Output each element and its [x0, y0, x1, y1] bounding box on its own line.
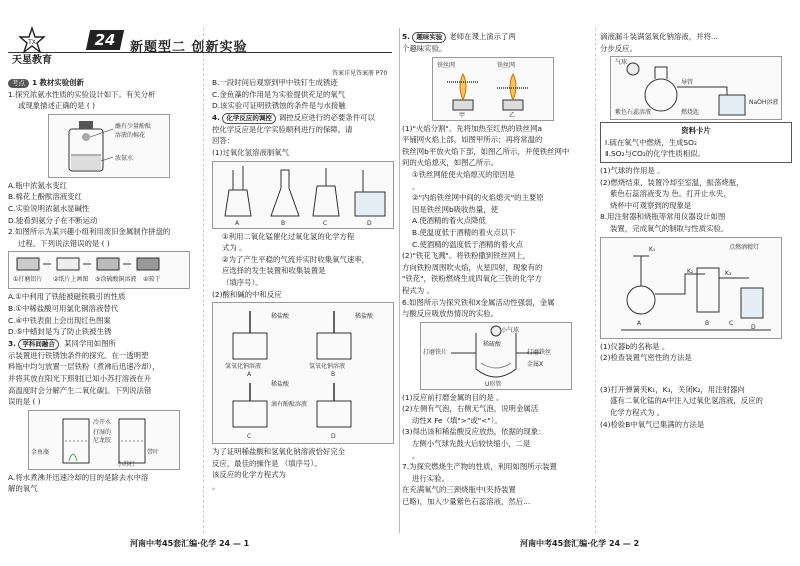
- blank-space: [600, 364, 792, 384]
- section-title: 教材实验创新: [39, 78, 84, 87]
- answer-blank-line: (2)检查装置气密性的方法是: [600, 353, 692, 363]
- question-3-line: 并将其放在阳光下照射[已知小苏打溶液在升: [8, 373, 152, 383]
- brand-name: 天星教育: [12, 55, 52, 66]
- figure-label: C: [729, 319, 734, 327]
- question-4-figure-2: [212, 302, 394, 444]
- question-3-line: 示装置进行铁锈蚀条件的探究。在一透明塑: [8, 350, 149, 360]
- figure-label: NaOH溶液: [749, 99, 779, 107]
- question-7-line: 已略)，加入少量紫色石蕊溶液，然后...: [402, 497, 531, 507]
- option: A.使酒精的着火点降低: [412, 216, 486, 226]
- question-3-line: 高温度时会分解产生二氧化碳]。下列说法错: [8, 385, 152, 395]
- figure-label: 稀盐酸: [271, 381, 290, 389]
- question-2-figure: [8, 251, 190, 289]
- section-tag: 考点: [8, 79, 29, 88]
- figure-label: A: [637, 319, 642, 327]
- figure-label: 氢氧化钠溶液: [225, 363, 262, 371]
- figure-label: 紫色石蕊溶液: [615, 109, 652, 117]
- figure-label: 打磨铁丝: [527, 348, 552, 356]
- figure-label: A: [247, 371, 252, 379]
- info-card-item: Ⅱ.SO₂与CO₂的化学性质相似。: [605, 149, 705, 159]
- option: A.瓶中浓氨水变红: [8, 180, 68, 190]
- subquestion-line: ①利用二氧化锰催化过氧化氢的化学方程: [222, 231, 355, 241]
- figure-label: 小苏打: [117, 460, 136, 468]
- subquestion-line: 该反应的化学方程式为: [212, 470, 286, 480]
- question-7-line: 在充满氧气的三颈烧瓶中(夹持装置: [402, 485, 516, 495]
- question-3-figure: [28, 410, 180, 470]
- question-5-line: 个趣味实验。: [402, 44, 447, 53]
- subquestion-line: ②为了产生平稳的气流并实时收集氧气速率，: [222, 254, 370, 264]
- answer-blank-line: 程式为 。: [402, 285, 434, 295]
- figure-label: K₁: [649, 245, 656, 253]
- question-8-line: 装置，完成氧气的制取与性质实验。: [610, 223, 729, 233]
- figure-label: C: [323, 219, 328, 227]
- subquestion: (1)过氧化氢溶液制氧气: [212, 147, 289, 157]
- option: A.将水煮沸并迅速冷却的目的是除去水中溶: [8, 472, 149, 482]
- question-8-figure: [600, 237, 782, 339]
- figure-label: 小气球: [501, 326, 520, 334]
- answer-blank-line: 。: [212, 481, 220, 491]
- answer-blank-line: 。: [412, 450, 420, 460]
- subquestion-line: 动性X Fe（填">"或"<"）。: [412, 415, 502, 425]
- question-6-line: 与酸反应吸放热情况的实验。: [402, 309, 499, 319]
- question-4-line: 回答：: [212, 136, 235, 146]
- answer-blank-line: 式为 。: [222, 243, 247, 253]
- page-divider: [399, 28, 400, 533]
- figure-label: 蘸有少量酚酞: [115, 122, 152, 130]
- question-4-tag: 化学反应的调控: [222, 113, 276, 124]
- column-2: B.一段时间后观察到甲中铁钉生成锈迹 C.金鱼藻的作用是为实验提供充足的氧气 D.该实验可证明铁锈蚀的条件是与水接触 4. 化学反应的调控 调控反应进行的必要条件可以 控化学反应是化学实验顺利进行的保障。请 回答： (1)过氧化氢溶液制氧气 A B C D ①利用二氧化锰催化过氧化氢的化学方程 式为 。 ②为了产生平稳的气流并实时收集氧气速率， 应选择的发生装置和收集装置是 （填序号）。 (2)酸和碱的中和反应 稀盐酸 稀盐酸 氢氧化钠溶液 氢氧化钠溶液 稀盐酸 滴有酚酞溶液 A B C D 为了证明稀盐酸和氢氧化钠溶液恰好完全 反应，最佳的操作是 （填序号）。 该反应的化学方程式为 。: [212, 77, 396, 493]
- info-card: [600, 122, 792, 163]
- footer-left: 河南中考45套汇编·化学 24 — 1: [130, 539, 250, 548]
- option: C.金鱼藻的作用是为实验提供充足的氧气: [212, 89, 346, 99]
- subquestion-line: (3)打开弹簧夹K₁，K₃，关闭K₂，用注射器向: [600, 384, 745, 394]
- unit-badge: 24: [86, 30, 124, 50]
- subquestion-line: ①铁丝网能使火焰熄灭的原因是: [412, 169, 515, 179]
- figure-label: D: [367, 219, 372, 227]
- figure-label: D: [331, 433, 336, 441]
- section-number: 1: [32, 78, 38, 87]
- figure-label: U形管: [485, 380, 502, 388]
- option: B.棉花上酚酞溶液变红: [8, 192, 82, 202]
- option: D.⑤中蜡封是为了防止铁被生锈: [8, 327, 112, 337]
- figure-label: B: [331, 371, 336, 379]
- figure-label: B: [281, 219, 286, 227]
- question-5-line: 铁丝网b平放火焰下部，如图乙所示，并使铁丝网中: [402, 146, 570, 156]
- answer-blank-line: (1)反应前打磨金属的目的是 。: [402, 392, 504, 402]
- question-1-line: 或现象描述正确的是 ( ): [18, 101, 95, 111]
- figure-label: ①打磨铝片: [13, 276, 43, 284]
- option: D.该实验可证明铁锈蚀的条件是与水接触: [212, 101, 346, 111]
- question-4-figure-1: [212, 161, 394, 229]
- column-divider: [203, 28, 204, 533]
- figure-label: 乙: [509, 111, 516, 119]
- subquestion-line: (2)燃烧结束，装置冷却至室温，振荡烧瓶，: [600, 177, 744, 187]
- question-5-tag: 趣味实验: [412, 32, 446, 43]
- answer-blank-line: 烧杯中可观察到的现象是: [610, 200, 692, 210]
- figure-label: C: [247, 433, 252, 441]
- subquestion-line: 左侧小气球先鼓大后较快缩小，二是: [412, 439, 531, 449]
- question-1-line: 1.探究浓氨水性质的实验设计如下。有关分析: [8, 89, 156, 99]
- subquestion-line: 因是铁丝网b吸收热量，使: [412, 204, 498, 214]
- figure-label: 溶液的棉花: [115, 131, 146, 139]
- figure-label: 金属X: [527, 360, 544, 368]
- figure-label: 金鱼藻: [31, 448, 50, 456]
- answer-blank-line: (1)仪器b的名称是 。: [600, 341, 670, 351]
- subquestion-line: 反应，最佳的操作是 （填序号）。: [212, 458, 322, 468]
- page-title: 新题型二 创新实验: [130, 40, 248, 55]
- info-card-item: Ⅰ.硫在氧气中燃烧，生成SO₂: [605, 137, 697, 147]
- figure-label: A: [235, 219, 240, 227]
- option: C.④中铁表面上会出现红色图案: [8, 315, 111, 325]
- question-3-tag: 学科间融合: [18, 339, 59, 350]
- figure-label: 滴有酚酞溶液: [271, 401, 308, 409]
- figure-label: D: [751, 323, 756, 331]
- question-7-line: 7.为探究燃烧生产物的性质，利用如图所示装置: [402, 462, 557, 472]
- figure-label: K₃: [725, 269, 732, 277]
- figure-label: 气球: [615, 59, 628, 67]
- figure-label: 尼龙胶: [93, 436, 112, 444]
- figure-label: ②纸片上画图: [53, 276, 89, 284]
- figure-label: 稀盐酸: [271, 313, 290, 321]
- figure-label: B: [705, 319, 710, 327]
- option: C.实验说明浓氨水显碱性: [8, 203, 90, 213]
- option: B.①中稀盐酸可用氯化铜溶液替代: [8, 303, 119, 313]
- gas-apparatus-icon: [213, 162, 393, 228]
- figure-label: 稀硫酸: [483, 340, 502, 348]
- question-4-line: 控化学反应是化学实验顺利进行的保障。请: [212, 124, 353, 134]
- question-6-figure: [420, 322, 572, 390]
- subquestion-line: 盛有二氧化锰的A中注入过氧化氢溶液，反应的: [610, 396, 763, 406]
- column-4: [600, 31, 792, 430]
- figure-label: 冷开水: [93, 418, 112, 426]
- option: 解的氧气: [8, 484, 38, 494]
- figure-label: 浓氨水: [115, 154, 134, 162]
- column-3: 5. 趣味实验 老师在课上演示了两 个趣味实验。 铁丝网 铁丝网 甲 乙 (1)"火焰分割"。先将加热至红热的铁丝网a 平铺网火焰上部，如图甲所示；再将常温的 铁丝网b平放火焰下部，如图乙所示，并使铁丝网中 间的火焰熄灭，如图乙所示。 ①铁丝网能使火焰熄灭的原因是 。 ②"内焰铁丝网中间的火焰熄灭"的主要原 因是铁丝网b吸收热量，使 A.使酒精的着火点降低 B.使温度低于酒精的着火点以下 C.使酒精的温度低于酒精的着火点 (2)"铁花飞溅"。将铁粉撒到铁丝网上， 方向铁粉周围吹火焰，火星四射，现象有的 "铁花"，铁粉燃烧生成四氧化三铁的化学方 程式为 。 6.如图所示为探究铁和X金属活动性强弱，金属 与酸反应吸放热情况的实验。 小气球 稀硫酸 打磨铁片 打磨铁丝 金属X U形管 (1)反应前打磨金属的目的是 。 (2)左侧有气泡，右侧无气泡，说明金属活 动性X Fe（填">"或"<"）。 (3)得出该和稀盐酸反应放热，依据的现象： 左侧小气球先鼓大后较快缩小，二是 。 7.为探究燃烧生产物的性质，利用如图所示装置 进行实验。 在充满氧气的三颈烧瓶中(夹持装置 已略)，加入少量紫色石蕊溶液，然后...: [402, 31, 588, 508]
- question-7-line: 滴液漏斗装满氢氧化钠溶液，并将...: [600, 32, 718, 41]
- footer-right: 河南中考45套汇编·化学 24 — 2: [520, 539, 640, 548]
- answer-reference: 答案详见答案册 P70: [332, 70, 388, 77]
- info-card-title: 资料卡片: [681, 126, 711, 136]
- subquestion-line: ②"内焰铁丝网中间的火焰熄灭"的主要原: [412, 193, 544, 203]
- answer-blank-line: 应选择的发生装置和收集装置是: [222, 266, 326, 276]
- figure-label: 打磨铁片: [423, 348, 448, 356]
- figure-label: 打湿的: [93, 428, 112, 436]
- option: B.一段时间后观察到甲中铁钉生成锈迹: [212, 78, 338, 87]
- option: D.能看到氨分子在不断运动: [8, 215, 98, 225]
- question-2-line: 2.如图所示为某兴趣小组利用废旧金属制作拼盘的: [8, 227, 171, 237]
- subquestion-line: 紫色石蕊溶液变为 色。打开止水夹，: [610, 189, 731, 199]
- figure-label: 燃烧匙: [681, 109, 700, 117]
- answer-blank-line: 。: [412, 181, 420, 191]
- option: A.①中利用了铁能被磁铁吸引的性质: [8, 292, 126, 302]
- figure-label: 铁丝网: [497, 61, 516, 69]
- question-6-line: 6.如图所示为探究铁和X金属活动性强弱，金属: [402, 297, 555, 307]
- figure-label: 点燃酒精灯: [729, 243, 760, 251]
- subquestion-line: 为了证明稀盐酸和氢氧化钠溶液恰好完全: [212, 447, 346, 457]
- answer-blank-line: (4)检验B中氧气已集满的方法是: [600, 419, 705, 429]
- question-5-line: 平铺网火焰上部，如图甲所示；再将常温的: [402, 135, 543, 145]
- column-divider: [595, 28, 596, 533]
- question-2-line: 过程。下列说法错误的是 ( ): [18, 238, 110, 248]
- answer-blank-line: (1)气球的作用是 。: [600, 165, 665, 175]
- figure-label: ③涂硫酸铜溶液: [95, 276, 137, 284]
- figure-label: 稀盐酸: [355, 313, 374, 321]
- figure-label: K₂: [687, 267, 694, 275]
- subquestion-line: (2)左侧有气泡，右侧无气泡，说明金属活: [402, 404, 539, 414]
- question-5-line: 方向铁粉周围吹火焰，火星四射，现象有的: [402, 262, 543, 272]
- answer-blank-line: 化学方程式为 。: [610, 407, 665, 417]
- subquestion-line: (3)得出该和稀盐酸反应放热，依据的现象：: [402, 427, 546, 437]
- question-3-line: 料瓶中均匀放置一层铁粉（煮沸后迅速冷却），: [8, 362, 160, 372]
- figure-label: 氢氧化钠溶液: [309, 363, 346, 371]
- question-1-figure: [48, 114, 170, 178]
- beaker-neutralization-icon: [213, 303, 393, 443]
- figure-label: 导管: [681, 79, 694, 87]
- option: C.使酒精的温度低于酒精的着火点: [412, 239, 523, 249]
- subquestion: (2)酸和碱的中和反应: [212, 289, 282, 299]
- figure-label: 铁丝网: [437, 61, 456, 69]
- question-7-line: 分步反应。: [600, 43, 637, 53]
- question-5-line: "铁花"，铁粉燃烧生成四氧化三铁的化学方: [402, 274, 542, 284]
- option: B.使温度低于酒精的着火点以下: [412, 227, 516, 237]
- question-7-figure: [610, 56, 782, 120]
- svg-text:TX: TX: [28, 39, 36, 46]
- figure-label: 带叶: [147, 448, 160, 456]
- answer-blank-line: （填序号）。: [222, 277, 263, 287]
- figure-label: ④晾干: [143, 276, 161, 284]
- question-5-figure: [432, 57, 554, 121]
- question-3-line: 误的是 ( ): [8, 397, 41, 407]
- figure-label: 甲: [459, 111, 466, 119]
- question-5-line: (1)"火焰分割"。先将加热至红热的铁丝网a: [402, 123, 543, 133]
- question-5-line: (2)"铁花飞溅"。将铁粉撒到铁丝网上，: [402, 251, 531, 261]
- question-7-line: 进行实验。: [412, 473, 449, 483]
- column-1: 考点 1 教材实验创新 1.探究浓氨水性质的实验设计如下。有关分析 或现象描述正确的是 ( ) 蘸有少量酚酞 溶液的棉花 浓氨水 A.瓶中浓氨水变红 B.棉花上酚酞溶液变红 C.实验说明浓氨水显碱性 D.能看到氨分子在不断运动 2.如图所示为某兴趣小组利用废旧金属制作拼盘的 过程。下列说法错误的是 ( ) ①打磨铝片 ②纸片上画图 ③涂硫酸铜溶液 ④晾干 A.①中利用了铁能被磁铁吸引的性质 B.①中稀盐酸可用氯化铜溶液替代 C.④中铁表面上会出现红色图案 D.⑤中蜡封是为了防止铁被生锈 3. 学科间融合 某同学用如图所 示装置进行铁锈蚀条件的探究。在一透明塑 料瓶中均匀放置一层铁粉（煮沸后迅速冷却）， 并将其放在阳光下照射[已知小苏打溶液在升 高温度时会分解产生二氧化碳]。下列说法错 误的是 ( ) 冷开水 打湿的 尼龙胶 金鱼藻 带叶 小苏打 A.将水煮沸并迅速冷却的目的是除去水中溶 解的氧气: [8, 77, 198, 495]
- question-5-line: 间的火焰熄灭，如图乙所示。: [402, 158, 499, 168]
- question-8-line: 8.用注射器和烧瓶等常用仪器设计如图: [600, 212, 726, 222]
